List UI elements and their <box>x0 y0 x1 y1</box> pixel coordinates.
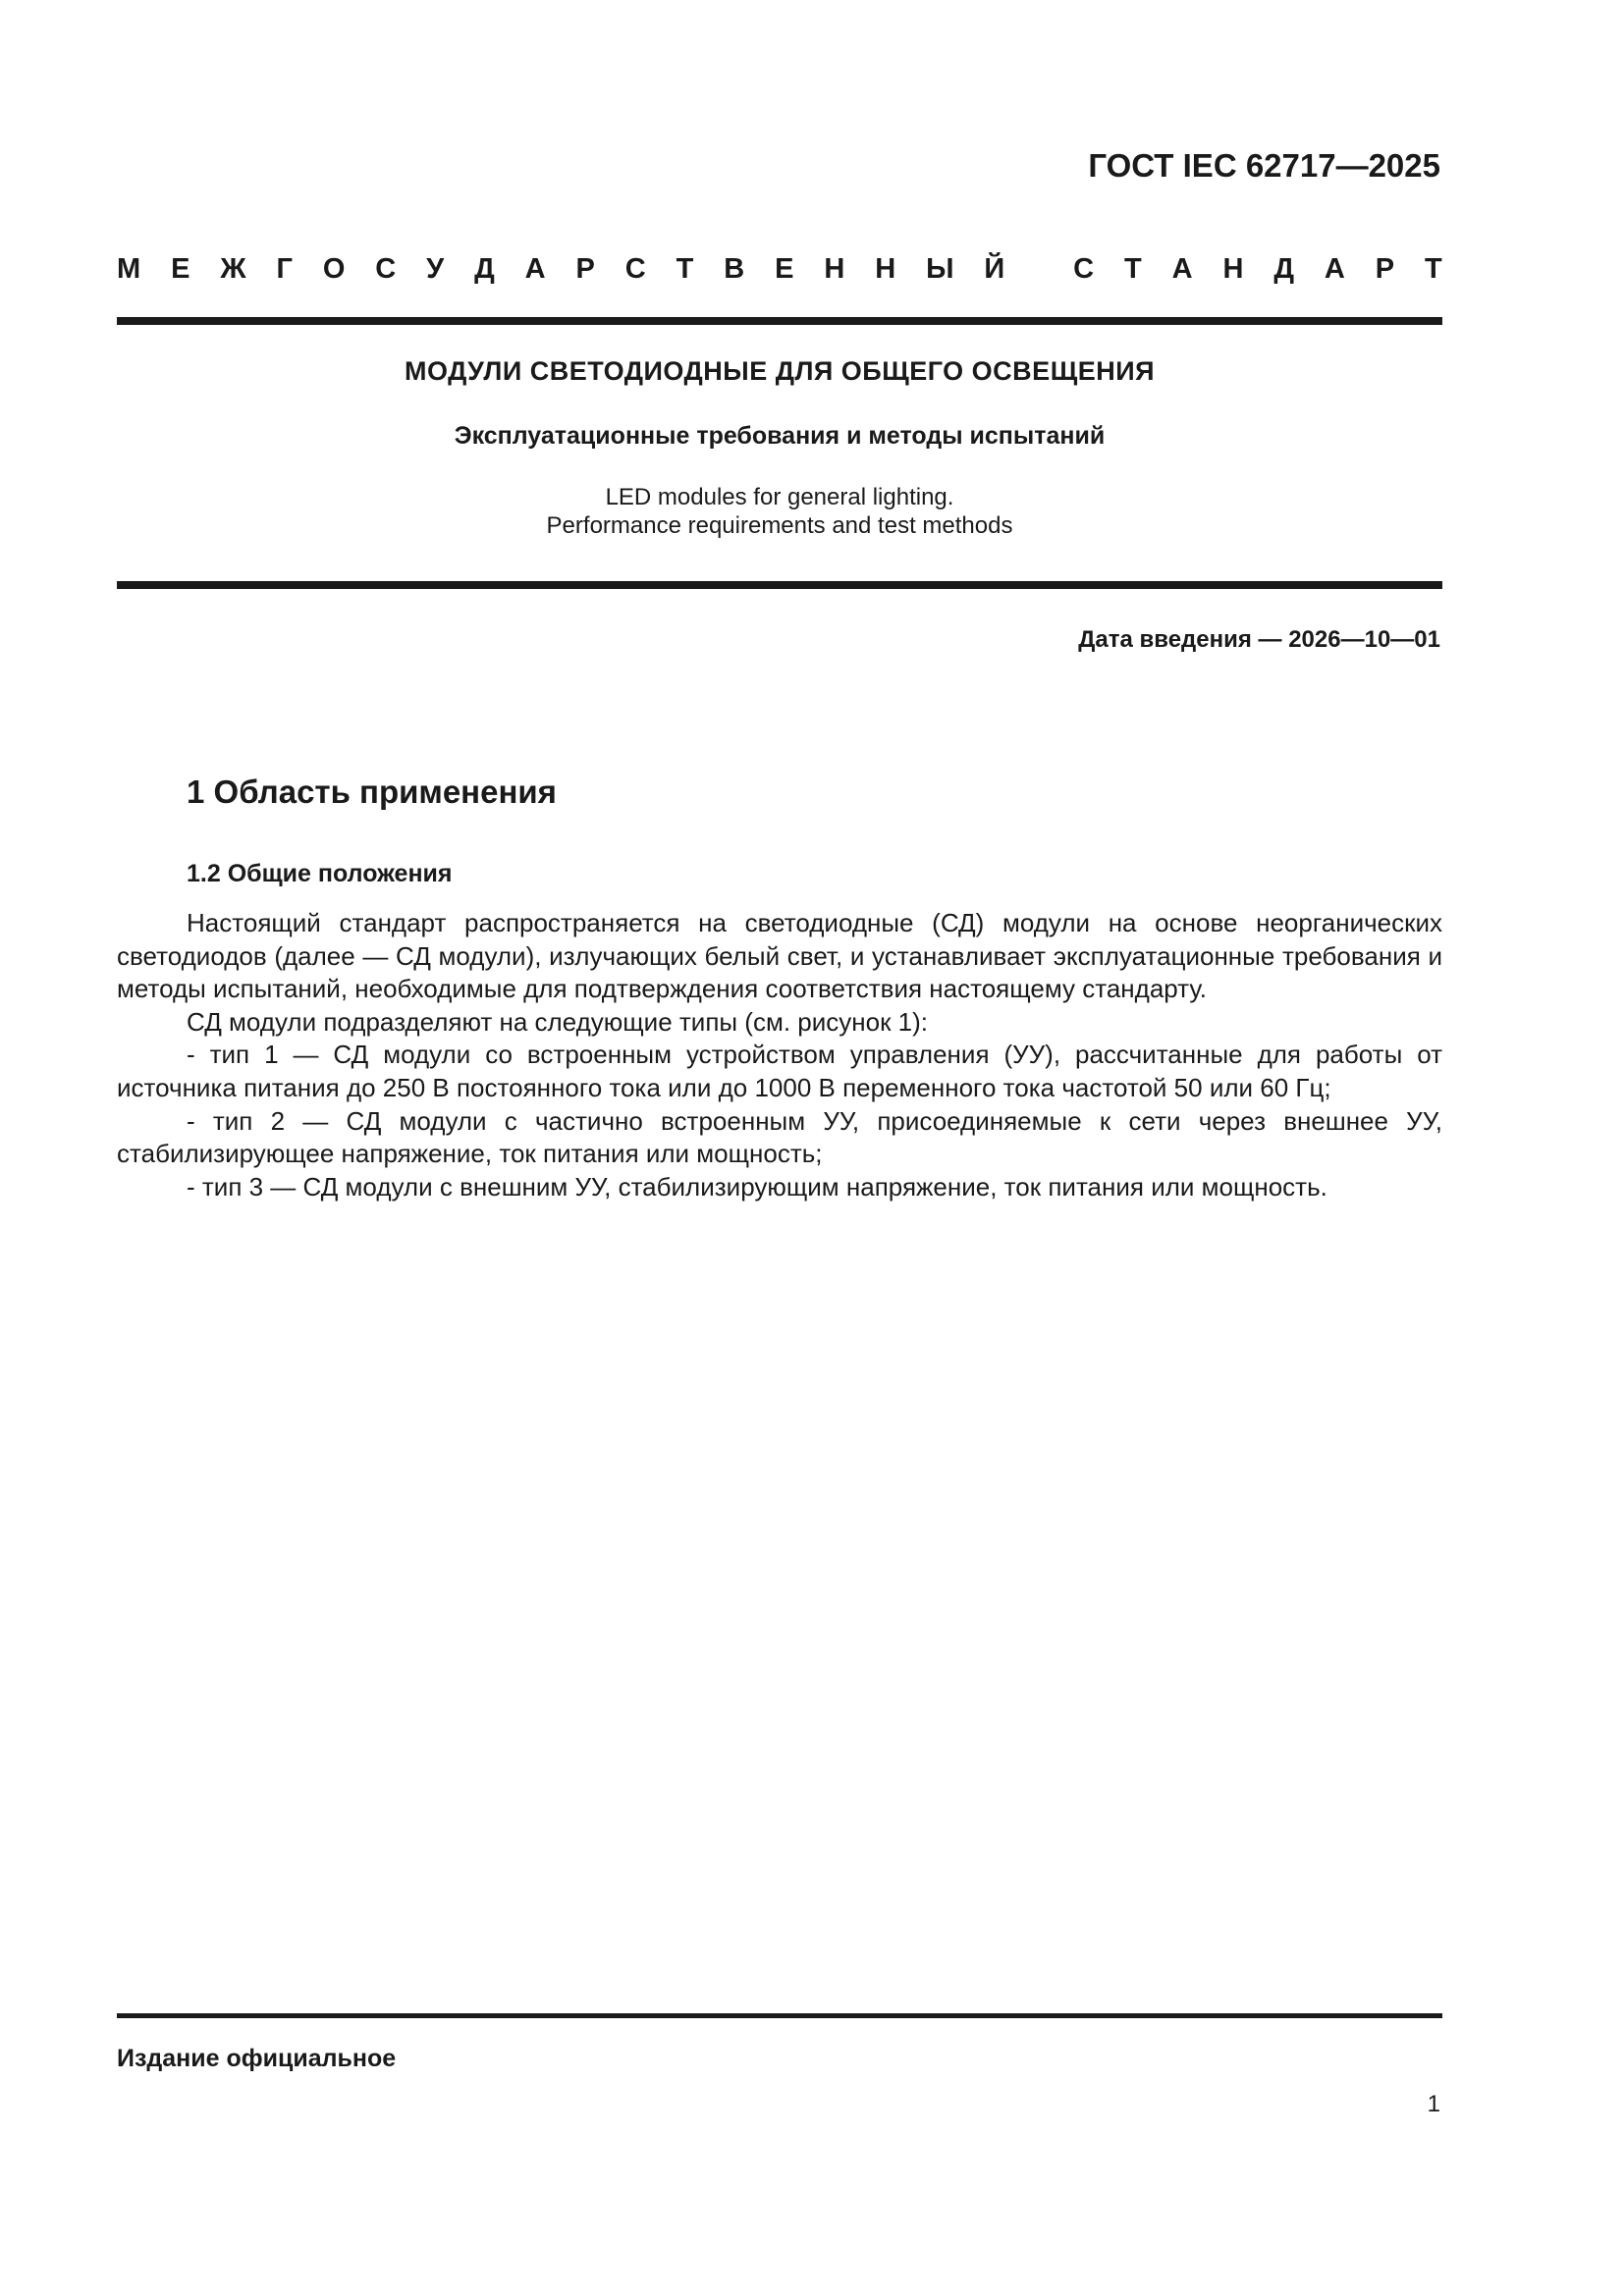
banner-letter: А <box>1171 253 1193 285</box>
document-code: ГОСТ IEC 62717—2025 <box>1088 147 1440 184</box>
top-divider <box>117 317 1442 325</box>
banner-letter: Д <box>1273 253 1294 285</box>
banner-letter: Н <box>824 253 845 285</box>
body-text <box>117 907 1442 1203</box>
banner-letter: Й <box>984 253 1005 285</box>
document-title-ru: МОДУЛИ СВЕТОДИОДНЫЕ ДЛЯ ОБЩЕГО ОСВЕЩЕНИЯ <box>404 356 1156 386</box>
banner-letter: Г <box>276 253 293 285</box>
banner-letter: Ы <box>926 253 954 285</box>
document-subtitle-ru: Эксплуатационные требования и методы испытаний <box>454 422 1106 450</box>
banner-letter: Т <box>1123 253 1142 285</box>
banner-letter: Д <box>474 253 495 285</box>
section-heading: 1 Область применения <box>187 774 557 810</box>
banner-letter: Т <box>1425 253 1442 285</box>
banner-letter: Е <box>775 253 794 285</box>
paragraph: Настоящий стандарт распространяется на светодиодные (СД) модули на основе неорганических светодиодов (далее — СД модули), излучающих белый свет, и устанавливает эксплуатационные требования и методы испытаний, необходимые для подтверждения соответствия настоящему стандарту. <box>117 908 1442 1004</box>
banner-letter: Т <box>676 253 694 285</box>
list-item: - тип 3 — СД модули с внешним УУ, стабилизирующим напряжение, ток питания или мощность. <box>187 1171 1327 1201</box>
banner-letter: Н <box>1222 253 1244 285</box>
banner-letter: М <box>117 253 141 285</box>
banner-letter: У <box>426 253 445 285</box>
banner-letter: С <box>1073 253 1095 285</box>
edition-label: Издание официальное <box>117 2045 397 2072</box>
banner-letter: С <box>375 253 397 285</box>
list-item: - тип 1 — СД модули со встроенным устройством управления (УУ), рассчитанные для работы от источника питания до 250 В постоянного тока или до 1000 В переменного тока частотой 50 или 60 Гц; <box>117 1040 1442 1102</box>
subsection-heading: 1.2 Общие положения <box>187 860 453 887</box>
banner-letter: Н <box>875 253 896 285</box>
banner-letter: С <box>624 253 646 285</box>
footer-divider <box>117 2013 1442 2018</box>
banner-letter: Р <box>1375 253 1395 285</box>
banner-letter: Р <box>575 253 595 285</box>
introduction-date: Дата введения — 2026—10—01 <box>1078 626 1440 653</box>
list-item: - тип 2 — СД модули с частично встроенным УУ, присоединяемые к сети через внешнее УУ, стабилизирующее напряжение, ток питания или мощность; <box>117 1105 1442 1169</box>
document-title-en-line2: Performance requirements and test methods <box>546 512 1013 539</box>
middle-divider <box>117 581 1442 589</box>
banner-letter: О <box>322 253 346 285</box>
document-title-en-line1: LED modules for general lighting. <box>605 484 954 510</box>
banner-letter: В <box>724 253 745 285</box>
banner-letter: А <box>524 253 546 285</box>
page-number: 1 <box>1427 2091 1440 2117</box>
banner-word-gap <box>1035 253 1043 286</box>
paragraph: СД модули подразделяют на следующие типы (см. рисунок 1): <box>187 1006 929 1037</box>
banner-letter: Е <box>171 253 190 285</box>
banner-letter: Ж <box>220 253 246 285</box>
standard-banner <box>117 253 1442 286</box>
banner-letter: А <box>1324 253 1345 285</box>
